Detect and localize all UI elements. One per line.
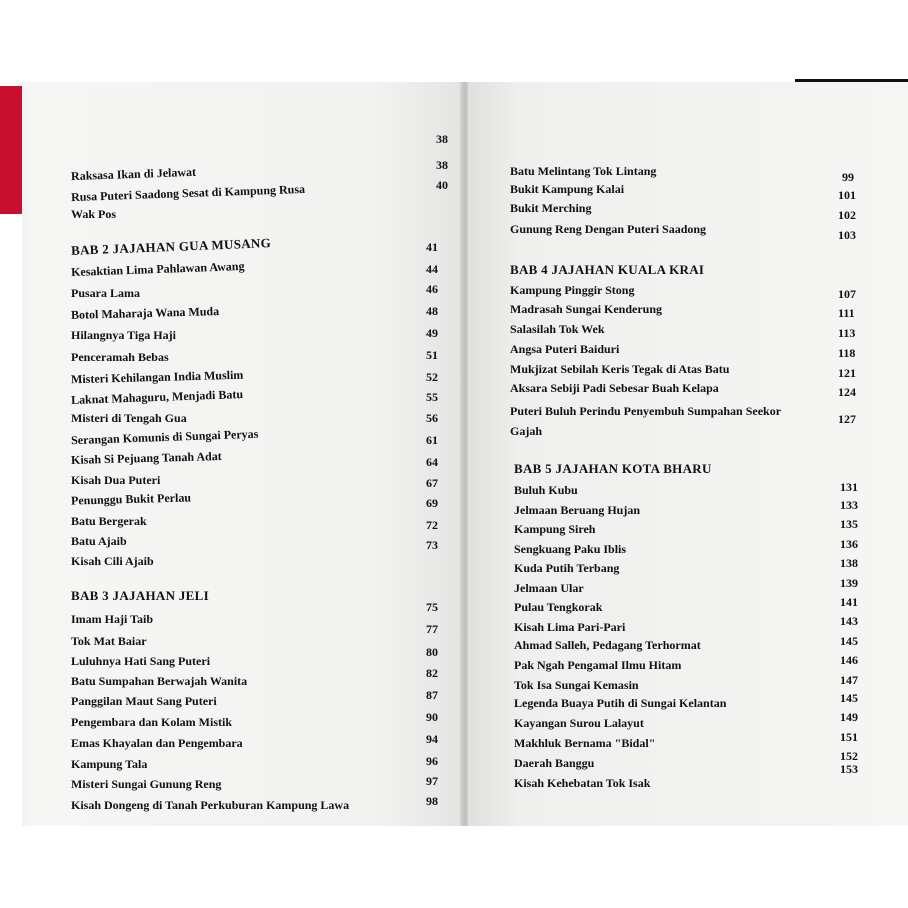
toc-entry-title: Bukit Kampung Kalai [510,182,625,196]
toc-entry-page: 145 [840,691,858,705]
toc-entry-title: Kisah Si Pejuang Tanah Adat [70,449,222,467]
toc-entry-page: 101 [838,188,856,202]
toc-entry-title: Batu Melintang Tok Lintang [510,164,657,178]
toc-entry-page: 72 [426,518,438,532]
toc-entry-title: Puteri Buluh Perindu Penyembuh Sumpahan Seekor [510,404,782,418]
toc-entry-title: Kayangan Surou Lalayut [514,716,644,730]
toc-entry-title: Penceramah Bebas [71,350,169,364]
toc-entry-page: 152 [840,749,858,763]
toc-entry-title: Salasilah Tok Wek [510,322,605,336]
toc-entry-title: Misteri di Tengah Gua [71,411,187,425]
toc-entry-title: Luluhnya Hati Sang Puteri [71,654,211,668]
toc-entry-title: Laknat Mahaguru, Menjadi Batu [70,387,244,407]
toc-entry-title: Imam Haji Taib [71,612,154,626]
toc-entry-title: Pusara Lama [71,286,140,300]
toc-entry-page: 135 [840,517,858,531]
toc-entry-page: 139 [840,576,858,590]
toc-entry-page: 87 [426,688,438,702]
toc-entry-page: 98 [426,794,438,808]
toc-entry-page: 44 [426,262,438,276]
toc-entry-page: 111 [838,306,855,320]
toc-entry-title: Pengembara dan Kolam Mistik [71,715,232,729]
toc-entry-title: Misteri Kehilangan India Muslim [70,367,244,387]
toc-entry-page: 90 [426,710,438,724]
toc-entry-title: Serangan Komunis di Sungai Peryas [70,426,259,448]
toc-entry-page: 99 [842,170,854,184]
toc-entry-page: 131 [840,480,858,494]
toc-entry-title: Ahmad Salleh, Pedagang Terhormat [514,638,701,652]
toc-entry-title: Jelmaan Beruang Hujan [514,503,641,517]
toc-entry-page: 73 [426,538,438,552]
toc-entry-page: 96 [426,754,438,768]
toc-entry-title: Madrasah Sungai Kenderung [510,302,663,316]
toc-entry-title: Hilangnya Tiga Haji [71,328,176,342]
toc-entry-title: Raksasa Ikan di Jelawat [70,164,197,184]
toc-entry-page: 138 [840,556,858,570]
toc-entry-title: Tok Mat Baiar [71,634,147,648]
toc-entry-title: Kuda Putih Terbang [514,561,620,575]
toc-entry-title: Batu Bergerak [71,514,147,528]
book-spread [22,82,908,826]
toc-entry-page: 118 [838,346,856,360]
toc-entry-title: Gunung Reng Dengan Puteri Saadong [510,222,707,236]
toc-entry-page: 80 [426,645,438,659]
toc-entry-title: Gajah [510,424,543,438]
toc-entry-title: Wak Pos [71,207,117,221]
toc-entry-title: Mukjizat Sebilah Keris Tegak di Atas Batu [510,362,730,376]
toc-entry-title: Batu Sumpahan Berwajah Wanita [71,674,248,688]
toc-entry-page: 113 [838,326,856,340]
chapter-heading: BAB 4 JAJAHAN KUALA KRAI [510,262,705,277]
toc-entry-title: Legenda Buaya Putih di Sungai Kelantan [514,696,727,710]
toc-entry-title: Bukit Merching [510,201,592,215]
toc-entry-page: 146 [840,653,858,667]
toc-entry-page: 55 [426,390,438,404]
toc-entry-title: Sengkuang Paku Iblis [514,542,627,556]
toc-entry-page: 102 [838,208,856,222]
toc-entry-title: Kampung Sireh [514,522,596,536]
toc-entry-page: 124 [838,385,856,399]
toc-entry-page: 46 [426,282,438,296]
toc-entry-page: 145 [840,634,858,648]
toc-entry-title: Kampung Pinggir Stong [510,283,635,297]
toc-entry-page: 64 [426,455,438,469]
toc-entry-page: 103 [838,228,856,242]
toc-entry-page: 151 [840,730,858,744]
toc-entry-page: 48 [426,304,438,318]
toc-entry-title: Makhluk Bernama "Bidal" [514,736,656,750]
toc-entry-page: 136 [840,537,858,551]
toc-entry-title: Buluh Kubu [514,483,578,497]
top-page-number: 38 [436,132,448,146]
chapter-heading: BAB 5 JAJAHAN KOTA BHARU [514,461,712,476]
toc-entry-page: 51 [426,348,438,362]
toc-entry-page: 52 [426,370,438,384]
toc-entry-page: 133 [840,498,858,512]
toc-entry-title: Daerah Banggu [514,756,595,770]
toc-entry-title: Kampung Tala [71,757,148,771]
toc-entry-page: 49 [426,326,438,340]
toc-entry-page: 56 [426,411,438,425]
toc-entry-page: 147 [840,673,858,687]
toc-entry-page: 61 [426,433,438,447]
chapter-heading: BAB 2 JAJAHAN GUA MUSANG [70,235,272,258]
right-page [468,82,908,826]
toc-entry-title: Pak Ngah Pengamal Ilmu Hitam [514,658,682,672]
toc-entry-title: Rusa Puteri Saadong Sesat di Kampung Rusa [70,181,306,205]
toc-entry-page: 97 [426,774,438,788]
toc-entry-title: Kisah Lima Pari-Pari [514,620,626,634]
toc-entry-page: 40 [436,178,448,192]
toc-entry-title: Kesaktian Lima Pahlawan Awang [70,258,245,280]
toc-entry-page: 127 [838,412,856,426]
toc-entry-page: 107 [838,287,856,301]
toc-entry-page: 75 [426,600,438,614]
toc-entry-title: Angsa Puteri Baiduri [510,342,620,356]
toc-entry-page: 38 [436,158,448,172]
toc-entry-page: 149 [840,710,858,724]
toc-entry-title: Kisah Kehebatan Tok Isak [514,776,651,790]
toc-entry-title: Emas Khayalan dan Pengembara [71,736,243,750]
left-page [30,82,462,826]
chapter-heading: BAB 3 JAJAHAN JELI [71,588,209,603]
toc-entry-page: 67 [426,476,438,490]
toc-entry-title: Kisah Cili Ajaib [71,554,154,568]
toc-entry-title: Jelmaan Ular [514,581,584,595]
toc-entry-title: Aksara Sebiji Padi Sebesar Buah Kelapa [510,381,719,395]
chapter-heading-page: 41 [426,240,438,254]
toc-entry-title: Tok Isa Sungai Kemasin [514,678,639,692]
toc-entry-page: 141 [840,595,858,609]
toc-entry-page: 77 [426,622,438,636]
toc-entry-title: Botol Maharaja Wana Muda [70,304,220,322]
toc-entry-title: Pulau Tengkorak [514,600,603,614]
toc-entry-page: 94 [426,732,438,746]
toc-entry-title: Kisah Dongeng di Tanah Perkuburan Kampung Lawa [71,798,350,812]
toc-entry-page: 143 [840,614,858,628]
toc-entry-page: 69 [426,496,438,510]
toc-entry-page: 153 [840,762,858,776]
toc-entry-page: 121 [838,366,856,380]
toc-entry-page: 82 [426,666,438,680]
toc-entry-title: Batu Ajaib [71,534,127,548]
toc-entry-title: Penunggu Bukit Perlau [70,490,192,508]
toc-entry-title: Panggilan Maut Sang Puteri [71,694,217,708]
toc-entry-title: Misteri Sungai Gunung Reng [71,777,222,791]
toc-entry-title: Kisah Dua Puteri [71,473,161,487]
